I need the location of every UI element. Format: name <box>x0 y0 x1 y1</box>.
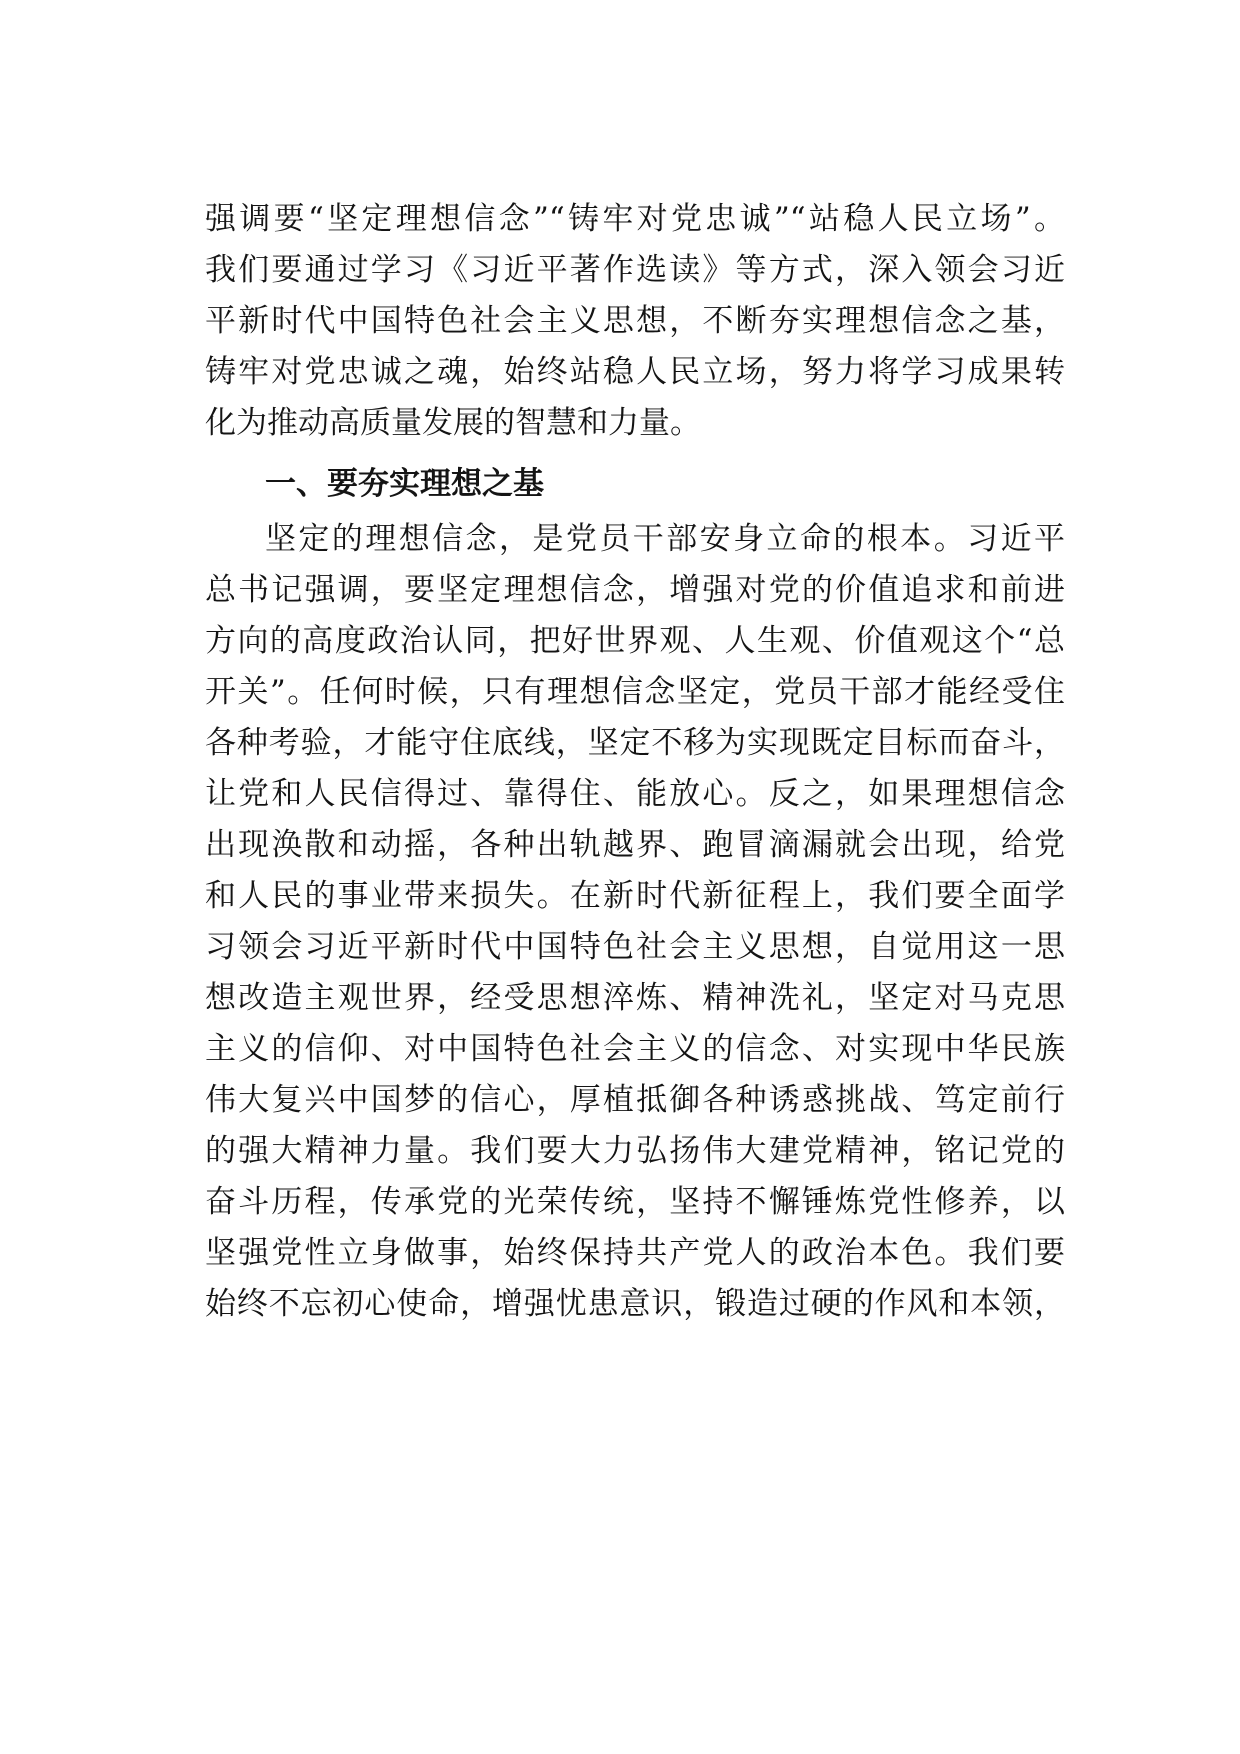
intro-line-1: 强调要“坚定理想信念”“铸牢对党忠诚”“站稳人民立场”。 <box>205 201 1065 237</box>
intro-line-3: 平新时代中国特色社会主义思想，不断夯实理想信念之基， <box>205 303 1065 339</box>
section-line-5: 各种考验，才能守住底线，坚定不移为实现既定目标而奋斗， <box>205 725 1065 761</box>
section-line-12: 伟大复兴中国梦的信心，厚植抵御各种诱惑挑战、笃定前行 <box>205 1082 1065 1118</box>
section-line-9: 习领会习近平新时代中国特色社会主义思想，自觉用这一思 <box>205 929 1065 965</box>
section-line-3: 方向的高度政治认同，把好世界观、人生观、价值观这个“总 <box>205 623 1065 659</box>
intro-line-5: 化为推动高质量发展的智慧和力量。 <box>205 405 701 441</box>
section-line-16: 始终不忘初心使命，增强忧患意识，锻造过硬的作风和本领， <box>205 1286 1065 1322</box>
section-line-8: 和人民的事业带来损失。在新时代新征程上，我们要全面学 <box>205 878 1065 914</box>
section-line-2: 总书记强调，要坚定理想信念，增强对党的价值追求和前进 <box>205 572 1065 608</box>
section-line-11: 主义的信仰、对中国特色社会主义的信念、对实现中华民族 <box>205 1031 1065 1067</box>
section-line-4: 开关”。任何时候，只有理想信念坚定，党员干部才能经受住 <box>205 674 1065 710</box>
section-line-14: 奋斗历程，传承党的光荣传统，坚持不懈锤炼党性修养，以 <box>205 1184 1065 1220</box>
section-line-10: 想改造主观世界，经受思想淬炼、精神洗礼，坚定对马克思 <box>205 980 1065 1016</box>
document-body <box>205 194 1065 1330</box>
section-heading: 一、要夯实理想之基 <box>265 466 544 502</box>
section-line-6: 让党和人民信得过、靠得住、能放心。反之，如果理想信念 <box>205 776 1065 812</box>
section-line-1: 坚定的理想信念，是党员干部安身立命的根本。习近平 <box>265 521 1065 557</box>
section-line-7: 出现涣散和动摇，各种出轨越界、跑冒滴漏就会出现，给党 <box>205 827 1065 863</box>
intro-line-4: 铸牢对党忠诚之魂，始终站稳人民立场，努力将学习成果转 <box>205 354 1065 390</box>
section-line-15: 坚强党性立身做事，始终保持共产党人的政治本色。我们要 <box>205 1235 1065 1271</box>
section-line-13: 的强大精神力量。我们要大力弘扬伟大建党精神，铭记党的 <box>205 1133 1065 1169</box>
intro-line-2: 我们要通过学习《习近平著作选读》等方式，深入领会习近 <box>205 252 1065 288</box>
